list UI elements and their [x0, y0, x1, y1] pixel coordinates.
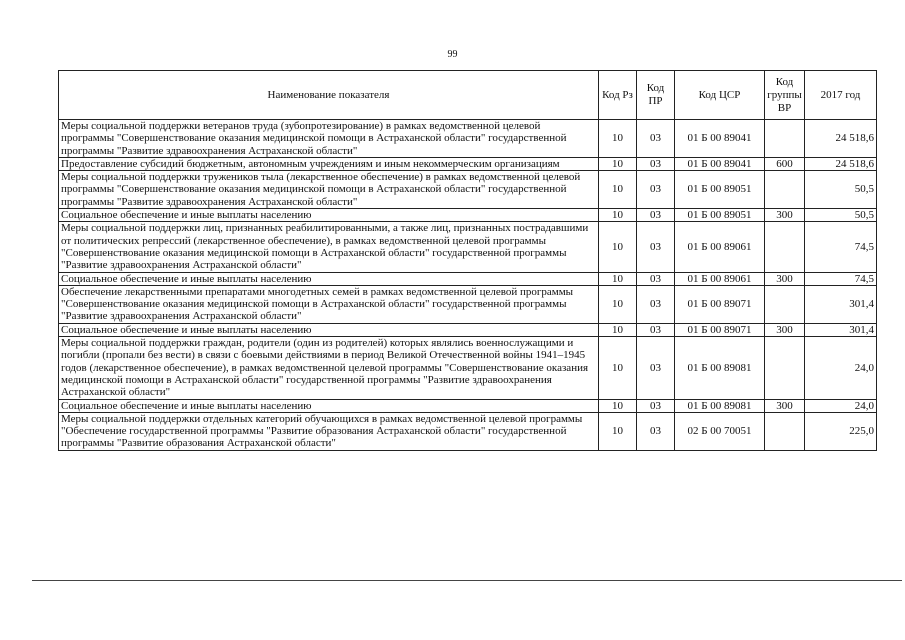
row-rz: 10 [599, 209, 637, 222]
budget-table [58, 70, 877, 451]
row-vr [765, 171, 805, 209]
table-row [59, 399, 877, 412]
table-row [59, 412, 877, 450]
header-rz: Код Рз [599, 71, 637, 120]
row-name: Предоставление субсидий бюджетным, автономным учреждениям и иным некоммерческим организациям [59, 157, 599, 170]
row-vr [765, 120, 805, 158]
row-name: Меры социальной поддержки лиц, признанных реабилитированными, а также лиц, признанных пострадавшими от политических репрессий (лекарственное обеспечение), в рамках ведомственной целевой программы "Совершенствование оказания медицинской помощи в Астраханской области" государственной программы "Развитие здравоохранения Астраханской области" [59, 222, 599, 272]
row-amount: 50,5 [805, 171, 877, 209]
row-csr: 01 Б 00 89071 [675, 323, 765, 336]
row-rz: 10 [599, 285, 637, 323]
row-amount: 50,5 [805, 209, 877, 222]
row-csr: 01 Б 00 89051 [675, 171, 765, 209]
row-rz: 10 [599, 171, 637, 209]
row-vr: 300 [765, 323, 805, 336]
table-row [59, 337, 877, 399]
row-name: Обеспечение лекарственными препаратами многодетных семей в рамках ведомственной целевой программы "Совершенствование оказания медицинской помощи в Астраханской области" государственной программы "Развитие здравоохранения Астраханской области" [59, 285, 599, 323]
row-amount: 24,0 [805, 337, 877, 399]
row-vr [765, 285, 805, 323]
header-pr: Код ПР [637, 71, 675, 120]
row-csr: 01 Б 00 89061 [675, 222, 765, 272]
row-vr [765, 412, 805, 450]
row-rz: 10 [599, 157, 637, 170]
row-name: Меры социальной поддержки ветеранов труда (зубопротезирование) в рамках ведомственной целевой программы "Совершенствование оказания медицинской помощи в Астраханской области" государственной программы "Развитие здравоохранения Астраханской области" [59, 120, 599, 158]
row-rz: 10 [599, 323, 637, 336]
row-amount: 301,4 [805, 323, 877, 336]
row-rz: 10 [599, 272, 637, 285]
table-row [59, 120, 877, 158]
table-row [59, 209, 877, 222]
row-csr: 01 Б 00 89051 [675, 209, 765, 222]
row-pr: 03 [637, 323, 675, 336]
row-name: Социальное обеспечение и иные выплаты населению [59, 272, 599, 285]
row-vr [765, 337, 805, 399]
row-pr: 03 [637, 171, 675, 209]
row-csr: 01 Б 00 89041 [675, 157, 765, 170]
table-row [59, 272, 877, 285]
row-vr: 600 [765, 157, 805, 170]
row-vr: 300 [765, 399, 805, 412]
row-pr: 03 [637, 285, 675, 323]
row-pr: 03 [637, 337, 675, 399]
row-name: Меры социальной поддержки граждан, родители (один из родителей) которых являлись военнослужащими и погибли (пропали без вести) в связи с боевыми действиями в период Великой Отечественной войны 1941–1945 годов (лекарственное обеспечение), в рамках ведомственной целевой программы "Совершенствование оказания медицинской помощи в Астраханской области" государственной программы "Развитие здравоохранения Астраханской области" [59, 337, 599, 399]
table-row [59, 323, 877, 336]
row-csr: 01 Б 00 89071 [675, 285, 765, 323]
row-csr: 01 Б 00 89041 [675, 120, 765, 158]
table-header-row [59, 71, 877, 120]
row-name: Социальное обеспечение и иные выплаты населению [59, 323, 599, 336]
row-rz: 10 [599, 399, 637, 412]
header-name: Наименование показателя [59, 71, 599, 120]
header-year: 2017 год [805, 71, 877, 120]
row-name: Социальное обеспечение и иные выплаты населению [59, 209, 599, 222]
row-pr: 03 [637, 157, 675, 170]
page-number: 99 [447, 49, 458, 60]
page-cut-line [32, 580, 902, 581]
table-row [59, 285, 877, 323]
row-csr: 01 Б 00 89081 [675, 337, 765, 399]
row-pr: 03 [637, 412, 675, 450]
row-vr: 300 [765, 209, 805, 222]
row-amount: 24 518,6 [805, 120, 877, 158]
header-csr: Код ЦСР [675, 71, 765, 120]
row-amount: 24 518,6 [805, 157, 877, 170]
header-vr: Код группы ВР [765, 71, 805, 120]
row-pr: 03 [637, 399, 675, 412]
row-amount: 24,0 [805, 399, 877, 412]
row-amount: 74,5 [805, 272, 877, 285]
row-csr: 01 Б 00 89061 [675, 272, 765, 285]
row-csr: 01 Б 00 89081 [675, 399, 765, 412]
row-name: Меры социальной поддержки тружеников тыла (лекарственное обеспечение) в рамках ведомственной целевой программы "Совершенствование оказания медицинской помощи в Астраханской области" государственной программы "Развитие здравоохранения Астраханской области" [59, 171, 599, 209]
row-rz: 10 [599, 337, 637, 399]
row-csr: 02 Б 00 70051 [675, 412, 765, 450]
row-rz: 10 [599, 120, 637, 158]
row-pr: 03 [637, 272, 675, 285]
table-row [59, 171, 877, 209]
row-pr: 03 [637, 120, 675, 158]
row-amount: 225,0 [805, 412, 877, 450]
row-vr: 300 [765, 272, 805, 285]
row-rz: 10 [599, 222, 637, 272]
row-pr: 03 [637, 222, 675, 272]
table-row [59, 222, 877, 272]
row-rz: 10 [599, 412, 637, 450]
row-pr: 03 [637, 209, 675, 222]
row-name: Социальное обеспечение и иные выплаты населению [59, 399, 599, 412]
row-vr [765, 222, 805, 272]
row-amount: 74,5 [805, 222, 877, 272]
row-amount: 301,4 [805, 285, 877, 323]
table-row [59, 157, 877, 170]
row-name: Меры социальной поддержки отдельных категорий обучающихся в рамках ведомственной целевой программы "Обеспечение государственной программы "Развитие образования Астраханской области" государственной программы "Развитие образования Астраханской области" [59, 412, 599, 450]
